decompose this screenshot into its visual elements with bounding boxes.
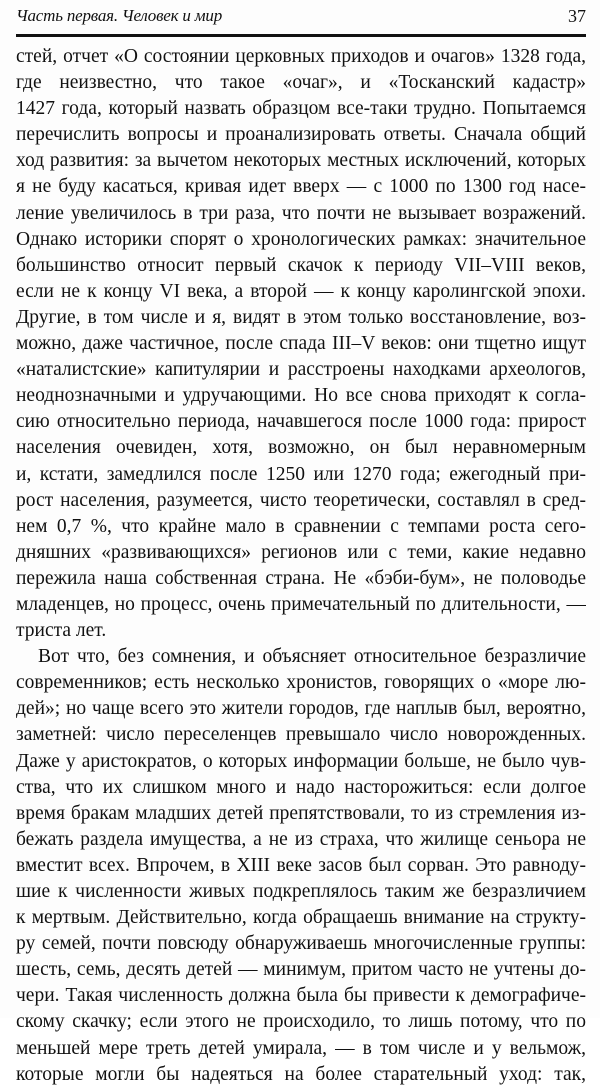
text-line: шие к численности живых подкреплялось таким же безразличием [16,881,586,902]
text-line: чери. Такая численность должна была бы привести к демографиче- [16,985,586,1007]
text-line: «наталистские» капитулярии и расстроены находками археологов, [16,359,586,381]
text-line: которые могли бы надеяться на более старательный уход: так, [16,1063,586,1085]
text-line: большинство относит первый скачок к периоду VII–VIII веков, [16,254,586,276]
text-line: Однако историки спорят о хронологических рамках: значительное [16,228,586,250]
text-line: шесть, семь, десять детей — минимум, притом часто не учтены до- [16,959,586,981]
text-line: ру семей, почти повсюду обнаруживаешь многочисленные группы: [16,933,586,955]
text-line: младенцев, но процесс, очень примечательный по длительности, — [16,593,586,615]
paragraph-2 [16,644,586,1088]
text-line: ход развития: за вычетом некоторых местных исключений, которых [16,150,586,172]
text-line: Другие, в том числе и я, видят в этом только восстановление, воз- [16,306,586,328]
text-line: стей, отчет «О состоянии церковных приходов и очагов» 1328 года, [16,46,586,67]
text-line: бежать раздела имущества, а не из страха, что жилище сеньора не [16,828,586,850]
text-line: рост населения, разумеется, чисто теоретически, составлял в сред- [16,489,586,511]
page-number: 37 [568,6,586,26]
text-line: населения очевиден, хотя, возможно, он был неравномерным [16,437,586,459]
text-line: ства, что их слишком много и надо насторожиться: если долгое [16,776,586,798]
text-line: если не к концу VI века, а второй — к концу каролингской эпохи. [16,280,586,302]
text-line: где неизвестно, что такое «очаг», и «Тосканский кадастр» [16,72,586,94]
text-line: 1427 года, который назвать образцом все-таки трудно. Попытаемся [16,98,586,120]
text-line: скому скачку; если этого не происходило, то лишь потому, что по [16,1011,586,1033]
text-line: к мертвым. Действительно, когда обращаешь внимание на структу- [16,907,586,929]
paragraph-1 [16,44,586,644]
header-rule [16,34,586,37]
text-line: и, кстати, замедлился после 1250 или 1270 года; ежегодный при- [16,463,586,485]
text-line: пережила наша собственная страна. Не «бэби-бум», не половодье [16,567,586,589]
text-line: современников; есть несколько хронистов, говорящих о «море лю- [16,672,586,694]
text-line: Вот что, без сомнения, и объясняет относительное безразличие [38,646,586,668]
text-line: триста лет. [16,620,107,642]
text-line: неоднозначными и удручающими. Но все снова приходят к согла- [16,385,586,407]
text-line: дей»; но чаще всего это жители городов, где наплыв был, вероятно, [16,698,586,720]
text-line: меньшей мере треть детей умирала, — в том числе и у вельмож, [16,1037,586,1059]
running-title: Часть первая. Человек и мир [16,6,223,25]
text-line: сию относительно периода, начавшегося после 1000 года: прирост [16,411,586,433]
text-line: вместит всех. Впрочем, в XIII веке засов был сорван. Это равноду- [16,854,586,876]
text-line: можно, даже частичное, после спада III–V веков: они тщетно ищут [16,333,586,355]
text-line: я не буду касаться, кривая идет вверх — с 1000 по 1300 год насе- [16,176,586,198]
text-line: время бракам младших детей препятствовали, то из стремления из- [16,802,586,824]
text-line: дняшних «развивающихся» регионов или с теми, какие недавно [16,541,586,563]
text-line: Даже у аристократов, о которых информации больше, не было чув- [16,750,586,772]
running-header [16,4,586,30]
body-text [16,44,586,1088]
text-line: нем 0,7 %, что крайне мало в сравнении с темпами роста сего- [16,515,586,537]
text-line: заметней: число переселенцев превышало число новорожденных. [16,724,586,746]
text-line: ление увеличилось в три раза, что почти не вызывает возражений. [16,202,586,224]
text-line: перечислить вопросы и проанализировать ответы. Сначала общий [16,124,586,146]
